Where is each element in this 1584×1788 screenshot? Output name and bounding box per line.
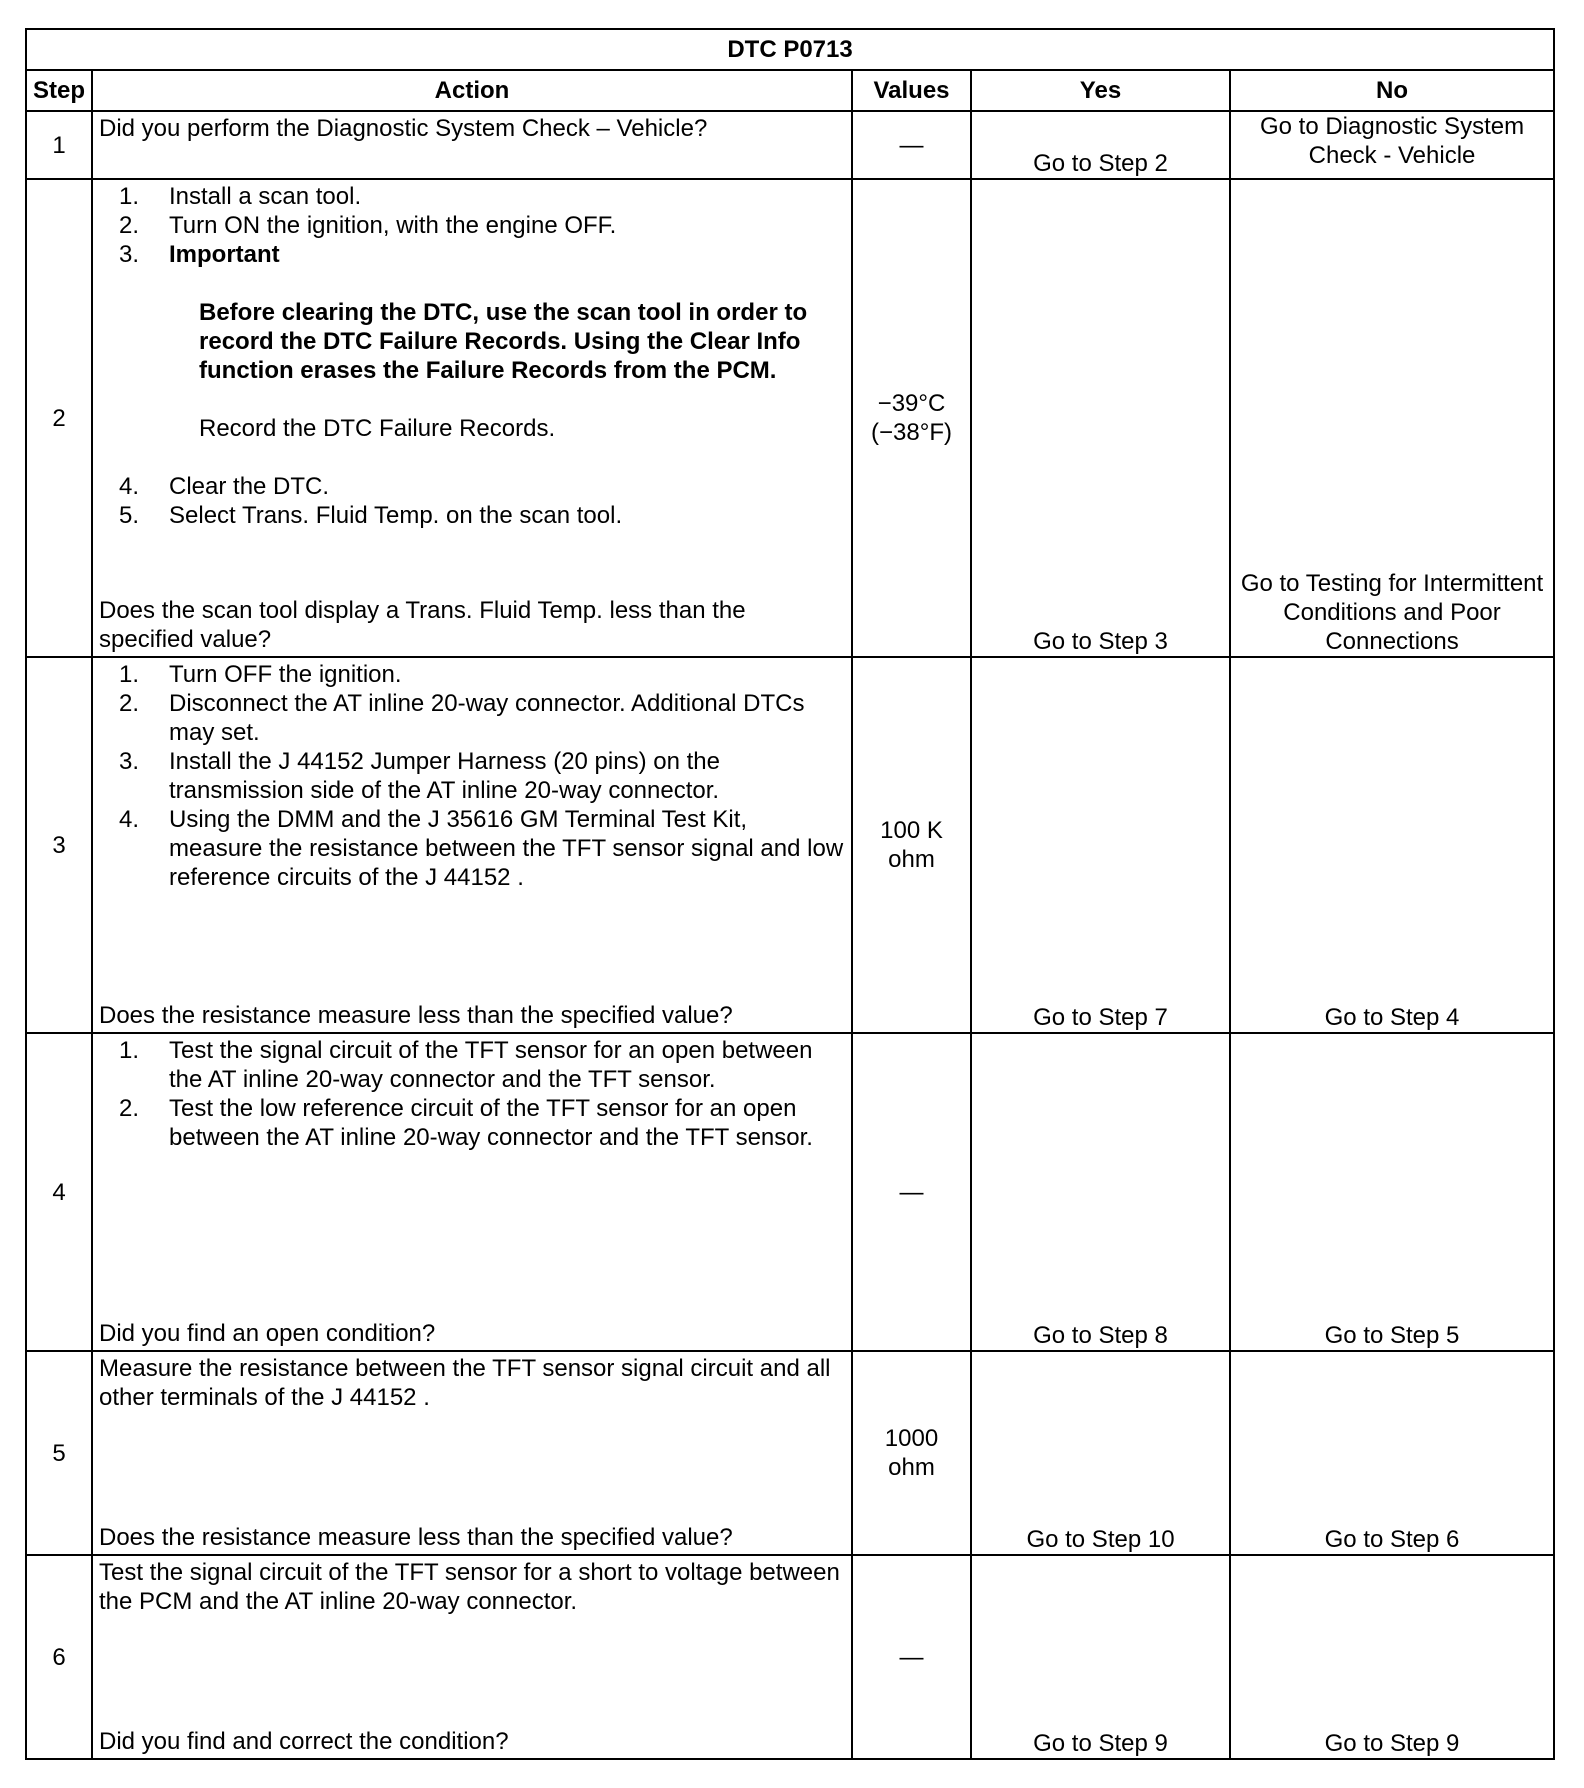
no-text: Go to Step 4 [1324,1004,1460,1031]
no-text: Go to Testing for Intermittent Conditions and Poor Connections [1240,570,1544,655]
values-cell: 100 K ohm [852,657,971,1033]
action-steps [99,1036,845,1152]
list-item: 3. Important [118,241,280,268]
action-question: Does the resistance measure less than the specified value? [99,1524,733,1551]
no-text-line2: Check - Vehicle [1308,142,1476,169]
header-step: Step [26,70,92,111]
step-number: 5 [26,1351,92,1555]
action-content [93,1034,851,1350]
action-question: Does the resistance measure less than the specified value? [99,1002,733,1029]
table-row-step-5 [26,1351,1554,1555]
action-steps [99,182,845,269]
step-number: 2 [26,179,92,657]
yes-text: Go to Step 7 [1033,1004,1168,1031]
yes-cell [971,179,1230,657]
table-row-step-2 [26,179,1554,657]
table-row-step-1 [26,111,1554,179]
important-note: Before clearing the DTC, use the scan tool in order to record the DTC Failure Records. Using the Clear Info function erases the Failure Records from the PCM. [199,299,808,384]
header-row [26,70,1554,111]
action-question: Did you find an open condition? [99,1320,436,1347]
table-row-step-6 [26,1555,1554,1759]
action-instruction: Measure the resistance between the TFT sensor signal circuit and all other terminals of the J 44152 . [99,1355,831,1411]
action-content [93,1352,851,1554]
values-cell: — [852,1033,971,1351]
list-item: 4. Using the DMM and the J 35616 GM Terminal Test Kit, measure the resistance between the TFT sensor signal and low reference circuits of the J 44152 . [118,806,844,891]
yes-cell [971,1351,1230,1555]
list-item: 1. Install a scan tool. [118,183,362,210]
action-instruction: Test the signal circuit of the TFT sensor for a short to voltage between the PCM and the AT inline 20-way connector. [99,1559,840,1615]
list-item: 2. Disconnect the AT inline 20-way connector. Additional DTCs may set. [118,690,805,746]
header-values: Values [852,70,971,111]
yes-cell [971,111,1230,179]
action-question: Did you perform the Diagnostic System Check – Vehicle? [99,115,708,142]
no-text: Go to Step 9 [1324,1730,1460,1757]
no-cell [1230,1351,1554,1555]
action-steps-continued [99,472,845,530]
yes-text: Go to Step 9 [1033,1730,1168,1757]
dtc-table [25,28,1555,1760]
step-number: 3 [26,657,92,1033]
action-content [93,180,851,656]
list-item: 1. Turn OFF the ignition. [118,661,402,688]
values-cell: 1000 ohm [852,1351,971,1555]
header-no: No [1230,70,1554,111]
table-title: DTC P0713 [26,29,1554,70]
yes-cell [971,1033,1230,1351]
yes-text: Go to Step 10 [1026,1526,1175,1553]
action-content [93,658,851,1032]
values-cell: — [852,111,971,179]
action-question: Does the scan tool display a Trans. Fluid Temp. less than the specified value? [99,597,746,653]
values-cell: — [852,1555,971,1759]
no-text-line1: Go to Diagnostic System [1259,113,1525,140]
table-row-step-4 [26,1033,1554,1351]
list-item: 1. Test the signal circuit of the TFT sensor for an open between the AT inline 20-way connector and the TFT sensor. [118,1037,813,1093]
action-content [93,1556,851,1758]
list-item: 5. Select Trans. Fluid Temp. on the scan tool. [118,502,623,529]
header-action: Action [92,70,852,111]
yes-cell [971,657,1230,1033]
values-cell: −39°C (−38°F) [852,179,971,657]
table-row-step-3 [26,657,1554,1033]
list-item: 4. Clear the DTC. [118,473,330,500]
no-cell [1230,111,1554,179]
step-number: 6 [26,1555,92,1759]
action-steps [99,660,845,892]
no-cell [1230,1555,1554,1759]
header-yes: Yes [971,70,1230,111]
no-cell [1230,179,1554,657]
action-question: Did you find and correct the condition? [99,1728,509,1755]
yes-text: Go to Step 2 [1033,150,1168,177]
list-item: 2. Test the low reference circuit of the TFT sensor for an open between the AT inline 20-way connector and the TFT sensor. [118,1095,813,1151]
step-number: 4 [26,1033,92,1351]
list-item: 3. Install the J 44152 Jumper Harness (20 pins) on the transmission side of the AT inline 20-way connector. [118,748,720,804]
record-text: Record the DTC Failure Records. [199,415,556,442]
no-text: Go to Step 6 [1324,1526,1460,1553]
no-cell [1230,1033,1554,1351]
step-number: 1 [26,111,92,179]
yes-text: Go to Step 8 [1033,1322,1168,1349]
yes-cell [971,1555,1230,1759]
no-cell [1230,657,1554,1033]
yes-text: Go to Step 3 [1033,628,1168,655]
no-text: Go to Step 5 [1324,1322,1460,1349]
list-item: 2. Turn ON the ignition, with the engine OFF. [118,212,617,239]
